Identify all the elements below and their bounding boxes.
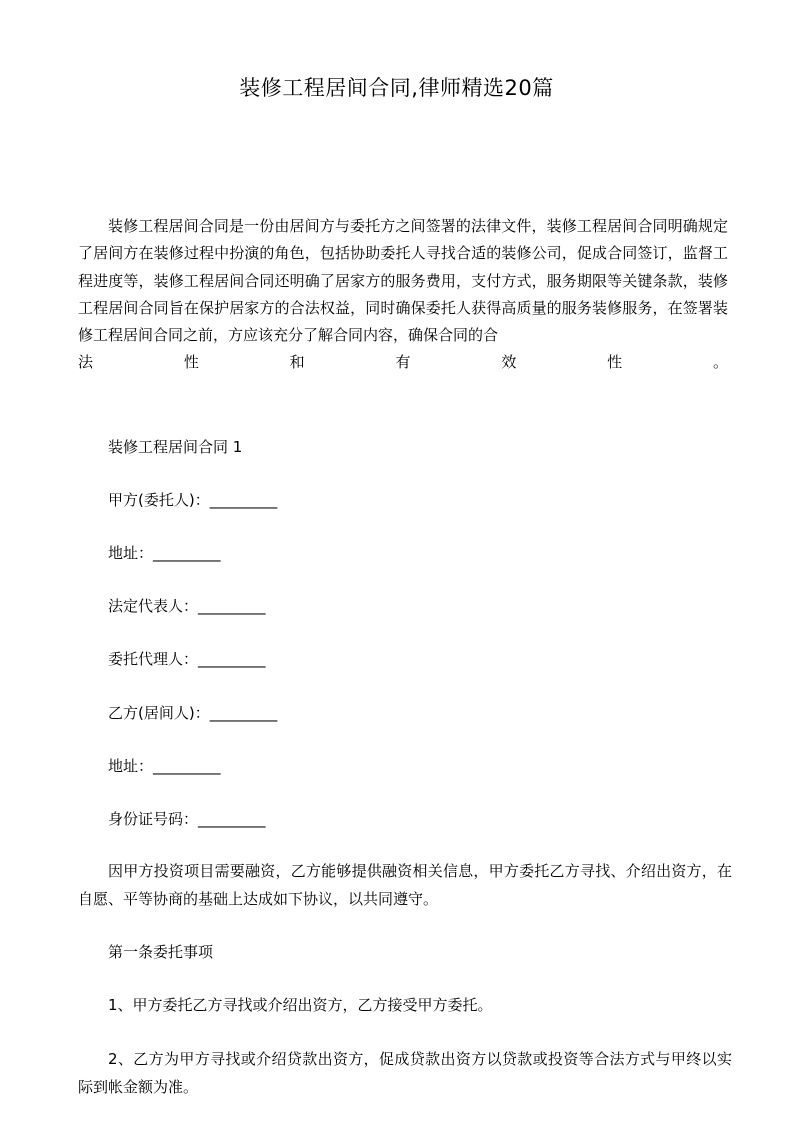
intro-last-char: 法: [78, 353, 94, 371]
intro-last-char: 性: [607, 353, 623, 371]
article-heading: 第一条委托事项: [108, 943, 214, 961]
agent-field: 委托代理人：_________: [108, 650, 266, 668]
intro-last-char: 和: [289, 353, 305, 371]
intro-last-char: 有: [395, 353, 411, 371]
document-title: 装修工程居间合同,律师精选20篇: [239, 76, 554, 100]
party-a-field: 甲方(委托人)：_________: [108, 491, 278, 509]
clause-2: 2、乙方为甲方寻找或介绍贷款出资方，促成贷款出资方以贷款或投资等合法方式与甲终以实际到帐金额为准。: [78, 1050, 732, 1096]
address-b-field: 地址：_________: [108, 757, 221, 775]
legal-representative-field: 法定代表人：_________: [108, 597, 266, 615]
intro-last-char: 。: [712, 353, 728, 371]
intro-paragraph: 装修工程居间合同是一份由居间方与委托方之间签署的法律文件，装修工程居间合同明确规定了居间方在装修过程中扮演的角色，包括协助委托人寻找合适的装修公司，促成合同签订，监督工程进度等，装修工程居间合同还明确了居家方的服务费用，支付方式，服务期限等关键条款，装修工程居间合同旨在保护居家方的合法权益，同时确保委托人获得高质量的服务装修服务，在签署装修工程居间合同之前，方应该充分了解合同内容，确保合同的合: [78, 217, 728, 345]
intro-last-char: 效: [501, 353, 517, 371]
clause-1: 1、甲方委托乙方寻找或介绍出资方，乙方接受甲方委托。: [108, 996, 493, 1014]
intro-last-char: 性: [183, 353, 199, 371]
section-heading: 装修工程居间合同 1: [108, 438, 243, 456]
address-a-field: 地址：_________: [108, 544, 221, 562]
party-b-field: 乙方(居间人)：_________: [108, 704, 278, 722]
id-number-field: 身份证号码：_________: [108, 810, 266, 828]
intro-last-line: [78, 349, 728, 376]
preamble-paragraph: 因甲方投资项目需要融资，乙方能够提供融资相关信息，甲方委托乙方寻找、介绍出资方，在自愿、平等协商的基础上达成如下协议，以共同遵守。: [78, 862, 732, 908]
